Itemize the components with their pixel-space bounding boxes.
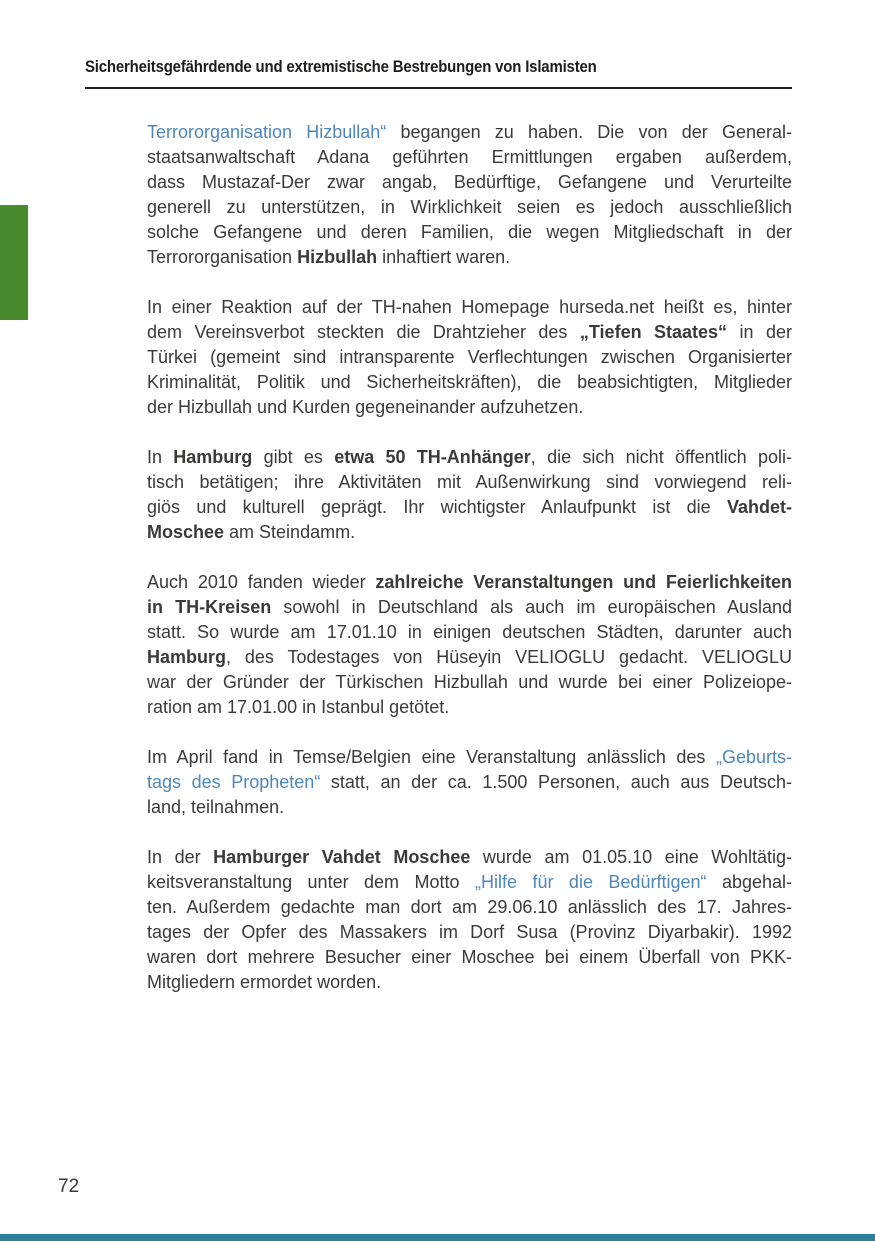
text-run: der Hizbullah und Kurden gegeneinander aufzuhetzen. [147,397,584,417]
text-line [147,945,792,970]
text-line [147,320,792,345]
text-run: Kriminalität, Politik und Sicherheitskräften), die beabsichtigten, Mitglieder [147,372,792,392]
body-paragraph [147,295,792,420]
text-run: am Steindamm. [224,522,356,542]
text-run: Hizbullah [297,247,378,267]
text-run: dem Vereinsverbot steckten die Drahtzieher des [147,322,580,342]
body-paragraph [147,120,792,270]
text-run: etwa 50 TH-Anhänger [334,447,531,467]
text-run: „Tiefen Staates“ [579,322,728,342]
text-run: Auch 2010 fanden wieder [147,572,376,592]
text-run: In der [147,847,214,867]
text-line [147,920,792,945]
text-run: Hamburger Vahdet Moschee [213,847,471,867]
text-run: gibt es [252,447,335,467]
text-line [147,345,792,370]
header-rule [85,87,792,89]
text-line [147,145,792,170]
chapter-margin-tab [0,205,28,320]
text-line [147,445,792,470]
text-line [147,295,792,320]
body-paragraph [147,745,792,820]
text-run: ration am 17.01.00 in Istanbul getötet. [147,697,450,717]
text-run: In [147,447,174,467]
body-text [147,120,792,1020]
reference-link[interactable]: tags des Propheten“ [147,772,321,792]
footer-accent-bar [0,1234,875,1241]
text-run: begangen zu haben. Die von der General- [386,122,792,142]
text-run: , die sich nicht öffentlich poli- [530,447,792,467]
text-line [147,245,792,270]
text-run: Hamburg [147,647,227,667]
text-run: dass Mustazaf-Der zwar angab, Bedürftige, Gefangene und Verurteilte [147,172,792,192]
page-header-title: Sicherheitsgefährdende und extremistische Bestrebungen von Islamisten [85,57,597,76]
text-line [147,620,792,645]
text-line [147,470,792,495]
text-run: Vahdet- [726,497,792,517]
text-line [147,570,792,595]
text-line [147,495,792,520]
text-line [147,895,792,920]
text-run: ten. Außerdem gedachte man dort am 29.06.10 anlässlich des 17. Jahres- [147,897,792,917]
text-line [147,520,792,545]
text-run: tisch betätigen; ihre Aktivitäten mit Außenwirkung sind vorwiegend reli- [147,472,792,492]
text-run: statt, an der ca. 1.500 Personen, auch aus Deutsch- [320,772,792,792]
text-line [147,170,792,195]
text-line [147,645,792,670]
page-number: 72 [58,1176,80,1197]
text-run: land, teilnahmen. [147,797,285,817]
text-line [147,395,792,420]
text-run: tages der Opfer des Massakers im Dorf Susa (Provinz Diyarbakir). 1992 [147,922,792,942]
body-paragraph [147,845,792,995]
text-run: giös und kulturell geprägt. Ihr wichtigster Anlaufpunkt ist die [147,497,727,517]
text-run: waren dort mehrere Besucher einer Moschee bei einem Überfall von PKK- [147,947,792,967]
text-run: wurde am 01.05.10 eine Wohltätig- [470,847,792,867]
body-paragraph [147,445,792,545]
text-line [147,745,792,770]
reference-link[interactable]: „Geburts- [715,747,792,767]
text-run: solche Gefangene und deren Familien, die wegen Mitgliedschaft in der [147,222,792,242]
text-run: Mitgliedern ermordet worden. [147,972,382,992]
text-run: Im April fand in Temse/Belgien eine Veranstaltung anlässlich des [147,747,716,767]
text-run: staatsanwaltschaft Adana geführten Ermittlungen ergaben außerdem, [147,147,792,167]
text-run: generell zu unterstützen, in Wirklichkeit seien es jedoch ausschließlich [147,197,792,217]
text-run: Moschee [147,522,225,542]
text-run: abgehal- [706,872,793,892]
text-run: statt. So wurde am 17.01.10 in einigen deutschen Städten, darunter auch [147,622,792,642]
text-run: zahlreiche Veranstaltungen und Feierlichkeiten [375,572,792,592]
reference-link[interactable]: Terrororganisation Hizbullah“ [147,122,387,142]
text-run: Hamburg [173,447,253,467]
text-run: , des Todestages von Hüseyin VELIOGLU gedacht. VELIOGLU [226,647,792,667]
text-line [147,370,792,395]
text-run: war der Gründer der Türkischen Hizbullah und wurde bei einer Polizeiope- [147,672,792,692]
text-run: sowohl in Deutschland als auch im europäischen Ausland [271,597,792,617]
body-paragraph [147,570,792,720]
text-run: Türkei (gemeint sind intransparente Verflechtungen zwischen Organisierter [147,347,792,367]
text-line [147,220,792,245]
text-line [147,870,792,895]
text-run: in TH-Kreisen [147,597,272,617]
text-run: Terrororganisation [147,247,298,267]
text-line [147,795,792,820]
text-line [147,595,792,620]
text-line [147,845,792,870]
text-line [147,195,792,220]
text-line [147,120,792,145]
text-run: inhaftiert waren. [377,247,511,267]
text-run: in der [727,322,792,342]
text-line [147,670,792,695]
text-run: keitsveranstaltung unter dem Motto [147,872,475,892]
text-run: In einer Reaktion auf der TH-nahen Homepage hurseda.net heißt es, hinter [147,297,792,317]
text-line [147,695,792,720]
reference-link[interactable]: „Hilfe für die Bedürftigen“ [475,872,707,892]
text-line [147,770,792,795]
text-line [147,970,792,995]
